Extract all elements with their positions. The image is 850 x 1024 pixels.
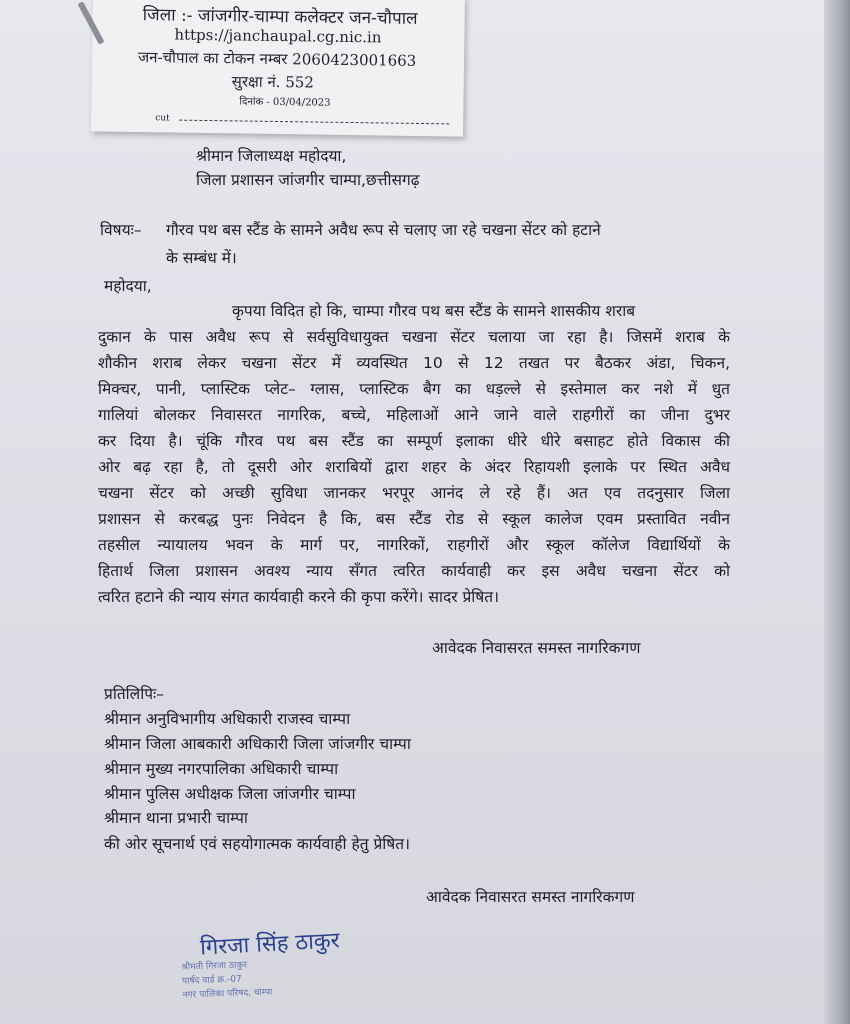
token-slip <box>91 0 465 137</box>
body-line: शौकीन शराब लेकर चखना सेंटर में व्यवस्थित 10 से 12 तखत पर बैठकर अंडा, चिकन, <box>98 354 730 372</box>
body-line: हितार्थ जिला प्रशासन अवश्य न्याय सँगत त्वरित कार्यवाही कर इस अवैध चखना सेंटर को <box>98 562 730 580</box>
stamp-line: श्रीमती गिरजा ठाकुर <box>181 960 248 973</box>
stamp-line: पार्षद वार्ड क्र.-07 <box>181 974 242 987</box>
slip-token-number: जन-चौपाल का टोकन नम्बर 2060423001663 <box>137 48 417 70</box>
salutation: महोदया, <box>104 277 152 295</box>
body-line: ओर बढ़ रहा है, तो दूसरी ओर शराबियों द्वारा शहर के अंदर रिहायशी इलाके पर स्थित अवैध <box>98 458 730 476</box>
stamp-line: नगर पालिका परिषद, चाम्पा <box>182 987 273 1001</box>
slip-cut-line <box>179 120 449 125</box>
body-line: गालियां बोलकर निवासरत नागरिक, बच्चे, महिलाओं आने जाने वाले राहगीरों का जीना दुभर <box>98 406 730 424</box>
body-line: तहसील न्यायालय भवन के मार्ग पर, नागरिकों, राहगीरों और स्कूल कॉलेज विद्यार्थियों के <box>98 536 730 554</box>
paper-edge <box>824 0 850 1024</box>
body-line: त्वरित हटाने की न्याय संगत कार्यवाही करने की कृपा करेंगे। सादर प्रेषित। <box>98 588 499 606</box>
slip-cut-label: cut <box>155 113 170 124</box>
copy-label: प्रतिलिपिः– <box>104 685 164 703</box>
copy-recipient: श्रीमान थाना प्रभारी चाम्पा <box>104 809 248 827</box>
body-line: चखना सेंटर को अच्छी सुविधा जानकर भरपूर आनंद ले रहे हैं। अत एव तदनुसार जिला <box>98 484 730 502</box>
slip-district: जिला :- जांजगीर-चाम्पा कलेक्टर जन-चौपाल <box>142 5 418 29</box>
copy-recipient: श्रीमान जिला आबकारी अधिकारी जिला जांजगीर चाम्पा <box>104 735 411 753</box>
official-stamp <box>181 955 332 1002</box>
slip-security-number: सुरक्षा नं. 552 <box>231 72 315 92</box>
copy-recipient: श्रीमान पुलिस अधीक्षक जिला जांजगीर चाम्पा <box>104 785 356 803</box>
applicant-signature-line: आवेदक निवासरत समस्त नागरिकगण <box>432 639 641 657</box>
handwritten-signature: गिरजा सिंह ठाकुर <box>199 928 341 961</box>
copy-closing: की ओर सूचनार्थ एवं सहयोगात्मक कार्यवाही हेतु प्रेषित। <box>104 835 410 853</box>
subject-label: विषयः– <box>100 221 142 239</box>
applicant-signature-line: आवेदक निवासरत समस्त नागरिकगण <box>426 888 635 906</box>
copy-recipient: श्रीमान अनुविभागीय अधिकारी राजस्व चाम्पा <box>104 710 351 728</box>
body-line: कृपया विदित हो कि, चाम्पा गौरव पथ बस स्टैंड के सामने शासकीय शराब <box>232 302 636 320</box>
slip-url: https://janchaupal.cg.nic.in <box>174 25 382 47</box>
subject-line-1: गौरव पथ बस स्टैंड के सामने अवैध रूप से चलाए जा रहे चखना सेंटर को हटाने <box>166 221 601 239</box>
body-line: कर दिया है। चूंकि गौरव पथ बस स्टैंड का सम्पूर्ण इलाका धीरे धीरे बसाहट होते विकास की <box>98 432 730 450</box>
copy-recipient: श्रीमान मुख्य नगरपालिका अधिकारी चाम्पा <box>104 760 339 778</box>
slip-date: दिनांक - 03/04/2023 <box>239 96 331 109</box>
body-line: मिक्चर, पानी, प्लास्टिक प्लेट– ग्लास, प्लास्टिक बैग का धड़ल्ले से इस्तेमाल कर नशे में धुत <box>98 380 730 398</box>
body-line: दुकान के पास अवैध रूप से सर्वसुविधायुक्त चखना सेंटर चलाया जा रहा है। जिसमें शराब के <box>98 328 730 346</box>
addressee-line-1: श्रीमान जिलाध्यक्ष महोदया, <box>196 147 347 165</box>
subject-line-2: के सम्बंध में। <box>166 249 237 267</box>
addressee-line-2: जिला प्रशासन जांजगीर चाम्पा,छत्तीसगढ़ <box>196 171 420 189</box>
body-line: प्रशासन से करबद्ध पुनः निवेदन है कि, बस स्टैंड रोड से स्कूल कालेज एवम प्रस्तावित नवीन <box>98 510 730 528</box>
